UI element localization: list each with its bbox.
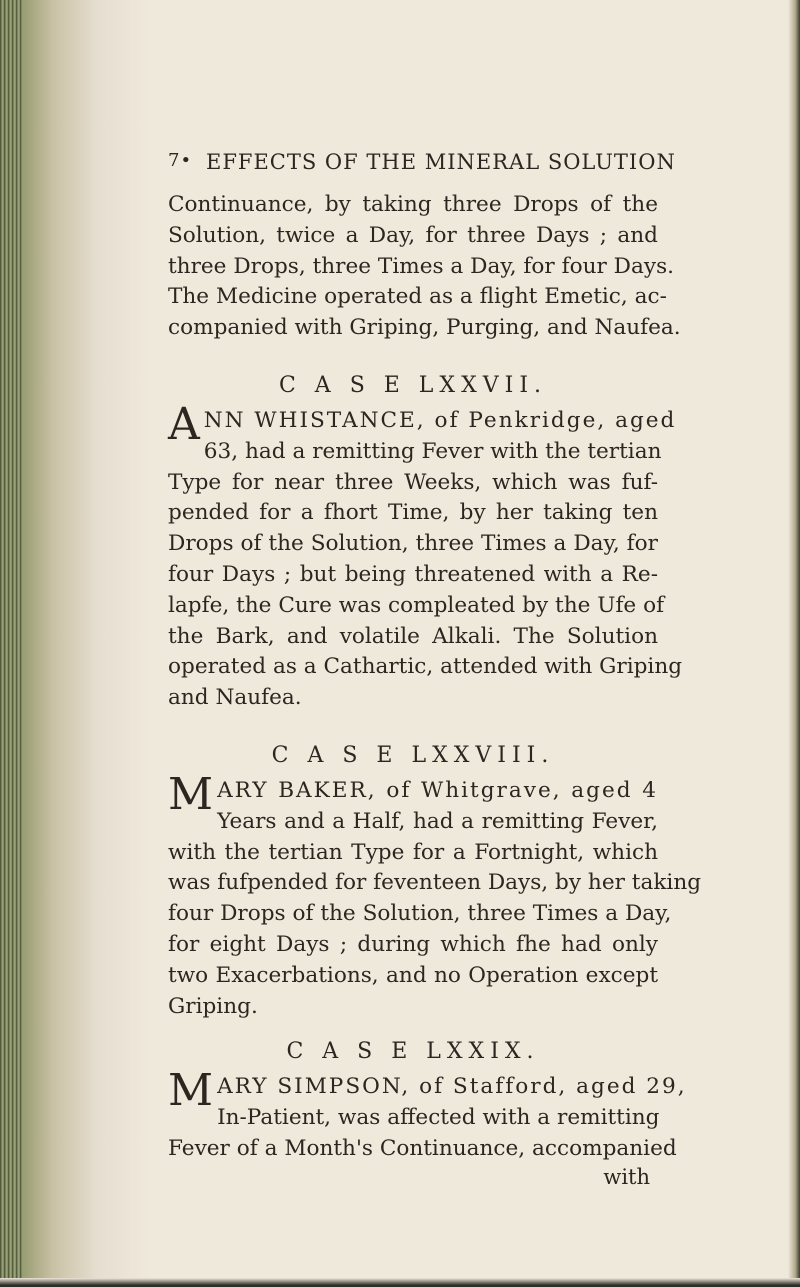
text-line: pended for a fhort Time, by her taking ten [168, 500, 658, 526]
text-line: with the tertian Type for a Fortnight, which [168, 839, 658, 865]
page-number: 7• [168, 150, 193, 171]
case-paragraph [168, 768, 702, 1022]
text-line: In-Patient, was affected with a remitting [217, 1105, 660, 1131]
text-line: NN WHISTANCE, of Penkridge, aged [203, 407, 677, 433]
running-title: EFFECTS OF THE MINERAL SOLUTION [206, 150, 676, 174]
case-heading: C A S E LXXVII. [278, 372, 548, 398]
text-line: Solution, twice a Day, for three Days ; and [168, 222, 658, 248]
text-line: three Drops, three Times a Day, for four Days. [168, 253, 675, 279]
text-line: 63, had a remitting Fever with the tertian [203, 438, 662, 464]
text-line: Type for near three Weeks, which was fuf- [168, 469, 658, 495]
text-line: the Bark, and volatile Alkali. The Solution [168, 623, 658, 649]
text-line: for eight Days ; during which fhe had only [168, 931, 658, 957]
drop-cap: M [168, 768, 214, 820]
text-line: operated as a Cathartic, attended with Griping [168, 654, 683, 680]
case-paragraph [168, 398, 683, 714]
text-line: Griping. [168, 993, 258, 1019]
text-line: and Naufea. [168, 685, 302, 711]
intro-paragraph [168, 190, 681, 344]
drop-cap: A [168, 398, 200, 450]
catchword: with [603, 1164, 650, 1189]
text-line: Continuance, by taking three Drops of the [168, 192, 658, 217]
text-line: ARY BAKER, of Whitgrave, aged 4 [217, 777, 658, 803]
case-paragraph [168, 1065, 687, 1164]
text-line: Years and a Half, had a remitting Fever, [217, 808, 658, 834]
text-line: lapfe, the Cure was compleated by the Ufe of [168, 592, 665, 618]
drop-cap: M [168, 1065, 214, 1117]
book-page [168, 150, 702, 1189]
case-heading: C A S E LXXVIII. [271, 742, 555, 768]
text-line: Fever of a Month's Continuance, accompanied [168, 1135, 677, 1161]
book-gutter [0, 0, 150, 1287]
binding-edge [0, 0, 22, 1287]
page-right-edge [788, 0, 800, 1287]
text-line: four Days ; but being threatened with a Re- [168, 561, 658, 587]
text-line: ARY SIMPSON, of Stafford, aged 29, [217, 1074, 687, 1100]
text-line: was fufpended for feventeen Days, by her taking [168, 870, 702, 896]
text-line: four Drops of the Solution, three Times a Day, [168, 901, 672, 927]
text-line: two Exacerbations, and no Operation except [168, 962, 658, 988]
case-heading: C A S E LXXIX. [286, 1039, 540, 1065]
text-line: Drops of the Solution, three Times a Day, for [168, 531, 658, 557]
text-line: The Medicine operated as a flight Emetic, ac- [168, 284, 667, 310]
text-line: companied with Griping, Purging, and Naufea. [168, 315, 681, 341]
page-bottom-edge [0, 1278, 800, 1287]
running-header [168, 150, 676, 190]
